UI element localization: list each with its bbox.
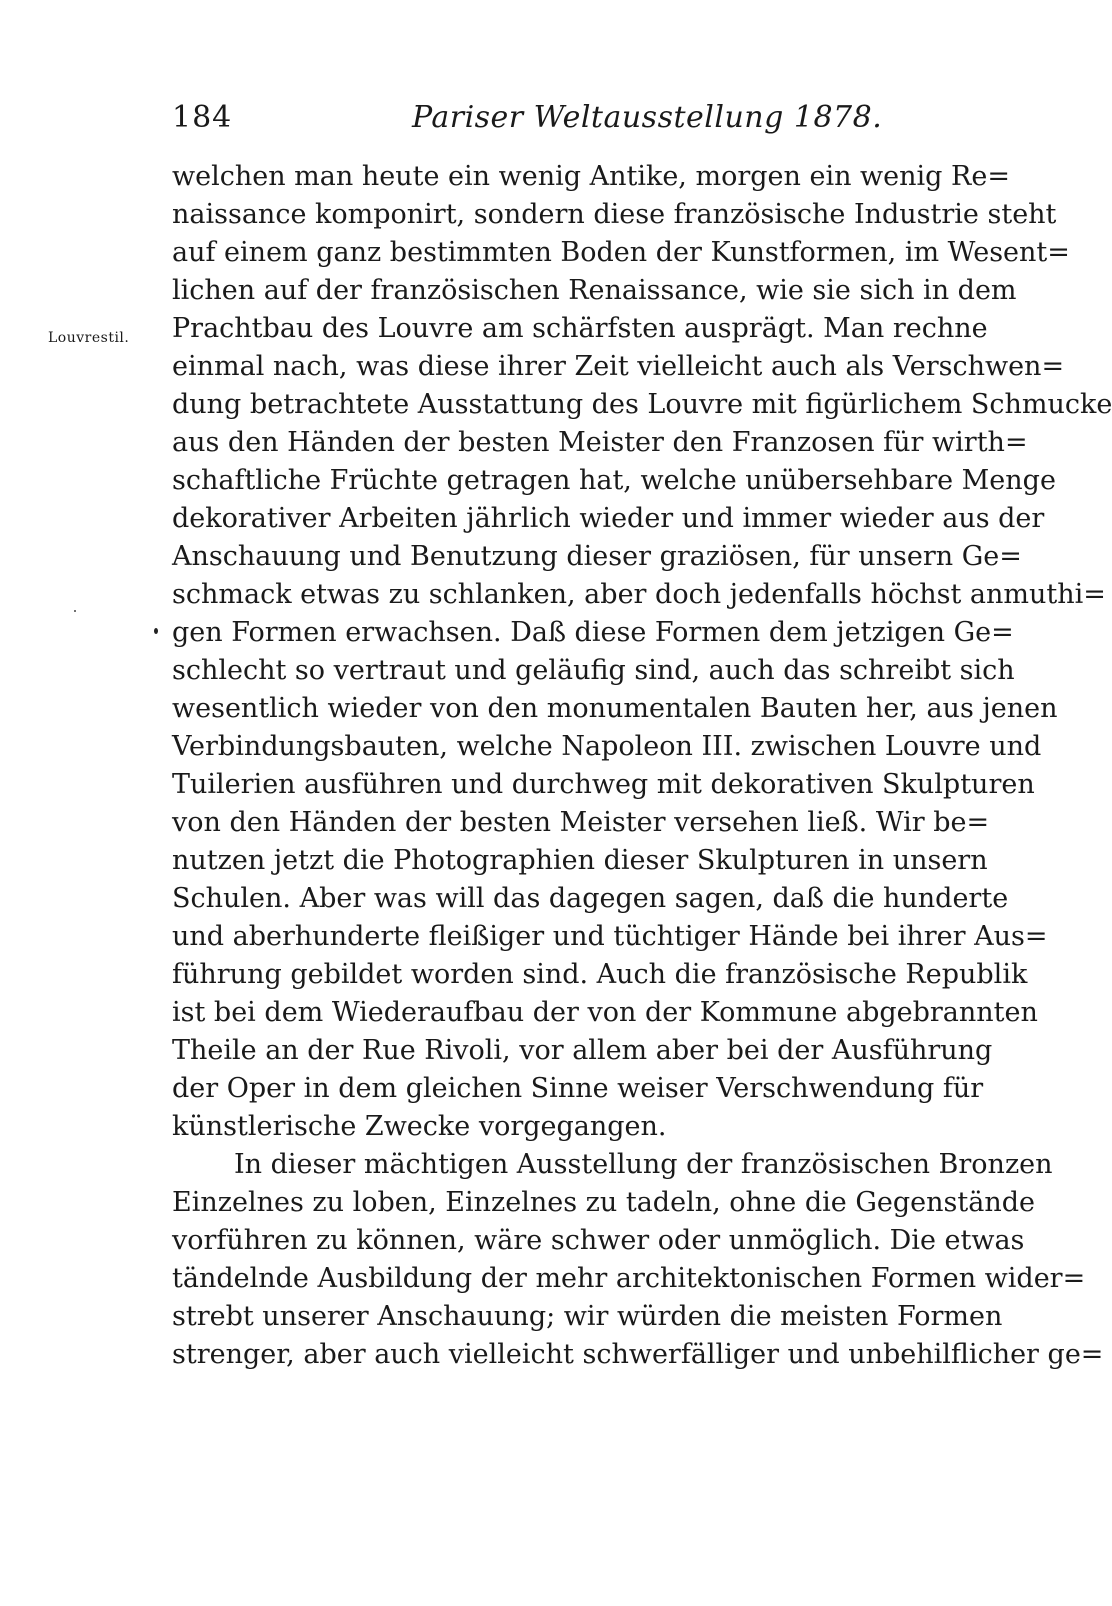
print-mark	[154, 628, 158, 634]
body-text	[172, 158, 1112, 1374]
text-line: strebt unserer Anschauung; wir würden die meisten Formen	[172, 1301, 1003, 1332]
text-line: der Oper in dem gleichen Sinne weiser Verschwendung für	[172, 1073, 984, 1104]
text-line: Tuilerien ausführen und durchweg mit dekorativen Skulpturen	[172, 769, 1035, 800]
text-line: schaftliche Früchte getragen hat, welche unübersehbare Menge	[172, 465, 1056, 496]
text-line: Prachtbau des Louvre am schärfsten ausprägt. Man rechne	[172, 313, 988, 344]
text-line-paragraph-end: künstlerische Zwecke vorgegangen.	[172, 1111, 667, 1142]
text-line: vorführen zu können, wäre schwer oder unmöglich. Die etwas	[172, 1225, 1025, 1256]
text-line: naissance komponirt, sondern diese französische Industrie steht	[172, 199, 1057, 230]
text-line: gen Formen erwachsen. Daß diese Formen dem jetzigen Ge=	[172, 617, 1014, 648]
text-line: Anschauung und Benutzung dieser graziösen, für unsern Ge=	[172, 541, 1022, 572]
text-line: strenger, aber auch vielleicht schwerfälliger und unbehilflicher ge=	[172, 1339, 1104, 1370]
text-line: von den Händen der besten Meister versehen ließ. Wir be=	[172, 807, 990, 838]
text-line: Verbindungsbauten, welche Napoleon III. zwischen Louvre und	[172, 731, 1042, 762]
text-line: und aberhunderte fleißiger und tüchtiger Hände bei ihrer Aus=	[172, 921, 1048, 952]
text-line-paragraph-start: In dieser mächtigen Ausstellung der französischen Bronzen	[234, 1149, 1053, 1180]
text-line: lichen auf der französischen Renaissance, wie sie sich in dem	[172, 275, 1017, 306]
text-line: ist bei dem Wiederaufbau der von der Kommune abgebrannten	[172, 997, 1038, 1028]
print-speck	[74, 610, 76, 612]
text-line: Schulen. Aber was will das dagegen sagen, daß die hunderte	[172, 883, 1009, 914]
text-line: wesentlich wieder von den monumentalen Bauten her, aus jenen	[172, 693, 1058, 724]
page-number: 184	[172, 100, 233, 135]
text-line: einmal nach, was diese ihrer Zeit vielleicht auch als Verschwen=	[172, 351, 1065, 382]
text-line: nutzen jetzt die Photographien dieser Skulpturen in unsern	[172, 845, 988, 876]
text-line: schmack etwas zu schlanken, aber doch jedenfalls höchst anmuthi=	[172, 579, 1106, 610]
margin-note: Louvrestil.	[48, 330, 130, 346]
text-line: führung gebildet worden sind. Auch die französische Republik	[172, 959, 1028, 990]
text-line: Einzelnes zu loben, Einzelnes zu tadeln, ohne die Gegenstände	[172, 1187, 1035, 1218]
text-line: Theile an der Rue Rivoli, vor allem aber bei der Ausführung	[172, 1035, 993, 1066]
text-line: dekorativer Arbeiten jährlich wieder und immer wieder aus der	[172, 503, 1045, 534]
text-line: schlecht so vertraut und geläufig sind, auch das schreibt sich	[172, 655, 1015, 686]
text-line: tändelnde Ausbildung der mehr architektonischen Formen wider=	[172, 1263, 1086, 1294]
text-line: dung betrachtete Ausstattung des Louvre mit figürlichem Schmucke	[172, 389, 1112, 420]
text-line: aus den Händen der besten Meister den Franzosen für wirth=	[172, 427, 1028, 458]
page-header	[172, 100, 942, 144]
text-line: auf einem ganz bestimmten Boden der Kunstformen, im Wesent=	[172, 237, 1070, 268]
running-head: Pariser Weltausstellung 1878.	[412, 100, 883, 135]
text-line: welchen man heute ein wenig Antike, morgen ein wenig Re=	[172, 161, 1010, 192]
